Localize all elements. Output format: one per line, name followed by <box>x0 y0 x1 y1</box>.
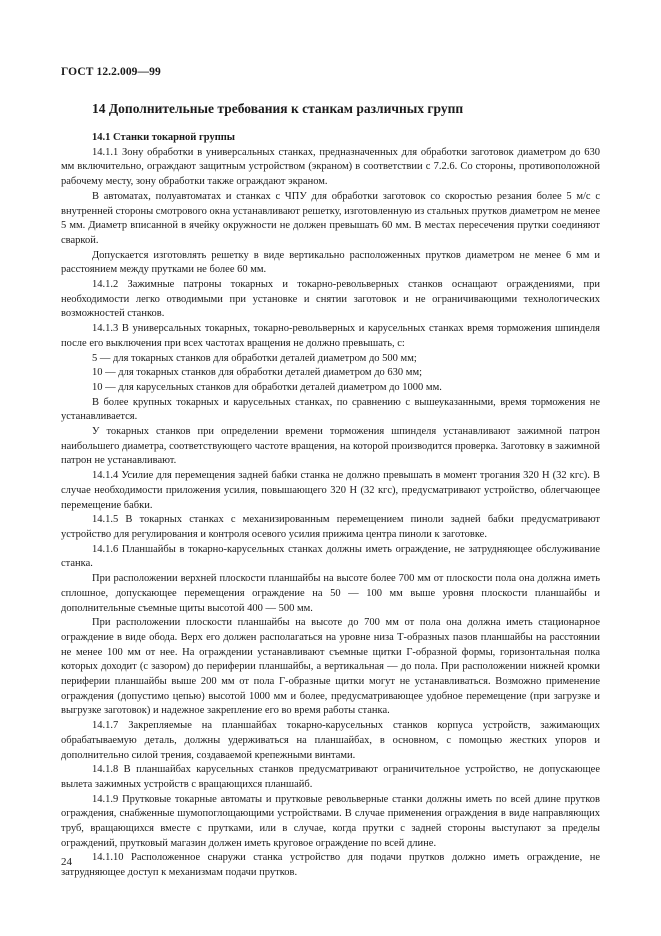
section-title: 14 Дополнительные требования к станкам различных групп <box>92 101 464 116</box>
paragraph: 14.1.1 Зону обработки в универсальных станках, предназначенных для обработки заготовок диаметром до 630 мм включительно, ограждают защитным устройством (экраном) в соответствии с 7.2.6. Со стороны, противоположной рабочему месту, зону обработки также ограждают экраном. <box>61 146 600 188</box>
document-code-header: ГОСТ 12.2.009—99 <box>61 66 161 78</box>
list-item: 5 — для токарных станков для обработки деталей диаметром до 500 мм; <box>92 352 417 364</box>
paragraph: У токарных станков при определении времени торможения шпинделя устанавливают зажимной патрон наибольшего диаметра, соответствующего частоте вращения, на которой производится проверка. Заготовку в зажимной патрон не устанавливают. <box>61 426 600 467</box>
document-body <box>61 131 600 881</box>
list-item: 10 — для карусельных станков для обработки деталей диаметром до 1000 мм. <box>92 381 442 393</box>
paragraph: В более крупных токарных и карусельных станках, по сравнению с вышеуказанными, время торможения не устанавливается. <box>61 396 600 423</box>
paragraph: 14.1.10 Расположенное снаружи станка устройство для подачи прутков должно иметь ограждение, не затрудняющее доступ к механизмам подачи прутков. <box>61 852 600 879</box>
paragraph: 14.1.4 Усилие для перемещения задней бабки станка не должно превышать в момент трогания 320 Н (32 кгс). В случае необходимости приложения усилия, повышающего 320 Н (32 кгс), предусматривают устройство, облегчающее перемещение бабки. <box>61 470 600 511</box>
paragraph: 14.1.2 Зажимные патроны токарных и токарно-револьверных станков оснащают ограждениями, при необходимости легко отводимыми при установке и снятии заготовок и не ограничивающими технологических возможностей станков. <box>61 279 600 320</box>
page-number: 24 <box>61 856 72 868</box>
paragraph: При расположении верхней плоскости планшайбы на высоте более 700 мм от плоскости пола она должна иметь сплошное, допускающее перемещения ограждение на 50 — 100 мм выше уровня плоскости планшайбы и дополнительные съемные щиты высотой 400 — 500 мм. <box>61 573 600 614</box>
paragraph: 14.1.5 В токарных станках с механизированным перемещением пиноли задней бабки предусматривают устройство для регулирования и контроля осевого усилия прижима центра пиноли к заготовке. <box>61 514 600 540</box>
paragraph: При расположении плоскости планшайбы на высоте до 700 мм от пола она должна иметь стационарное ограждение в виде обода. Верх его должен располагаться на уровне низа Т-образных пазов планшайбы на расстоянии не менее 100 мм от нее. На ограждении устанавливают съемные щитки Г-образной формы, горизонтальная полка которых доходит (с зазором) до периферии планшайбы, а вертикальная — до пола. При расположении нижней кромки периферии планшайбы выше 200 мм от пола Г-образные щитки могут не устанавливаться. Возможно применение ограждения (допустимо цепью) высотой 1000 мм и более, предусматривающее удобное перемещение (при загрузке и выгрузке заготовок) и надежное закрепление его во время работы станка. <box>61 617 600 717</box>
paragraph: 14.1.6 Планшайбы в токарно-карусельных станках должны иметь ограждение, не затрудняющее обслуживание станка. <box>61 543 600 570</box>
paragraph: 14.1.9 Прутковые токарные автоматы и прутковые револьверные станки должны иметь по всей длине прутков ограждения, снабженные шумопоглощающими устройствами. В случае применения ограждения в виде направляющих труб, вращающихся вместе с прутками, или в случае, когда прутки с задней стороны выступают за пределы ограждений, прутковый магазин должен иметь круговое ограждение по всей длине. <box>61 793 600 849</box>
paragraph: Допускается изготовлять решетку в виде вертикально расположенных прутков диаметром не менее 6 мм и расстоянием между прутками не более 60 мм. <box>61 249 600 276</box>
paragraph: 14.1.3 В универсальных токарных, токарно-револьверных и карусельных станках время торможения шпинделя после его выключения при всех частотах вращения не должно превышать, с: <box>61 323 600 349</box>
list-item: 10 — для токарных станков для обработки деталей диаметром до 630 мм; <box>92 367 423 379</box>
paragraph: 14.1.8 В планшайбах карусельных станков предусматривают ограничительное устройство, не допускающее вылета зажимных устройств с вращающихся планшайб. <box>61 764 600 790</box>
paragraph: В автоматах, полуавтоматах и станках с ЧПУ для обработки заготовок со скоростью резания более 5 м/с с внутренней стороны смотрового окна устанавливают решетку, изготовленную из стальных прутков диаметром не менее 5 мм. Диаметр вписанной в ячейку окружности не должен превышать 60 мм. В местах пересечения прутки соединяют сваркой. <box>61 190 600 246</box>
subsection-title: 14.1 Станки токарной группы <box>92 132 235 143</box>
paragraph: 14.1.7 Закрепляемые на планшайбах токарно-карусельных станков корпуса устройств, зажимающих обрабатываемую деталь, должны удерживаться на планшайбах, в основном, с помощью жестких упоров и дополнительно силой трения, создаваемой крепежными винтами. <box>61 720 600 761</box>
